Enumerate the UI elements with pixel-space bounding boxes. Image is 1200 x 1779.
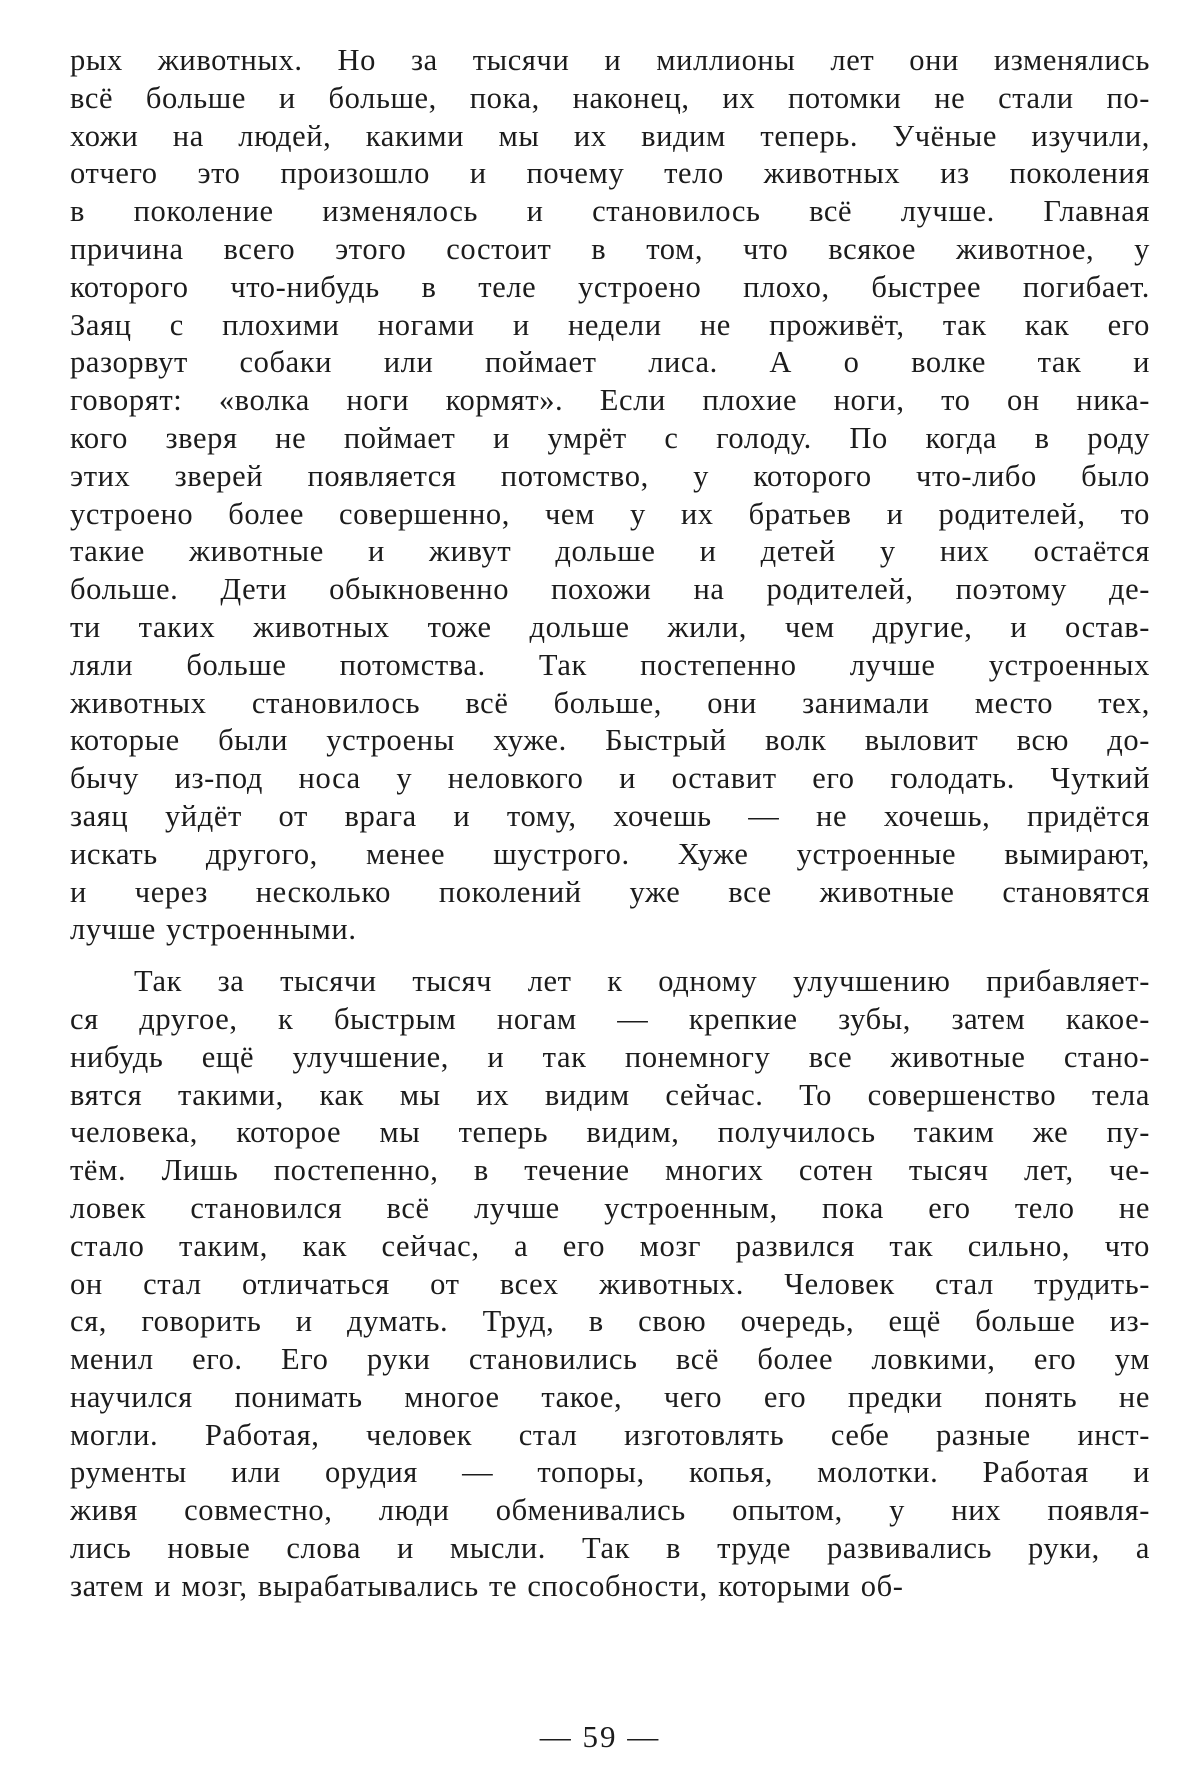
text-line: ляли больше потомства. Так постепенно лучше устроенных bbox=[70, 647, 1150, 682]
text-line: научился понимать многое такое, чего его предки понять не bbox=[70, 1379, 1150, 1414]
text-line: лись новые слова и мысли. Так в труде развивались руки, а bbox=[70, 1531, 1150, 1566]
text-line: искать другого, менее шустрого. Хуже устроенные вымирают, bbox=[70, 836, 1150, 871]
text-line: устроено более совершенно, чем у их братьев и родителей, то bbox=[70, 496, 1150, 531]
paragraph-1 bbox=[70, 42, 1150, 949]
text-line: в поколение изменялось и становилось всё лучше. Главная bbox=[70, 194, 1150, 229]
text-line: ти таких животных тоже дольше жили, чем другие, и остав- bbox=[70, 609, 1150, 644]
text-line: причина всего этого состоит в том, что всякое животное, у bbox=[70, 231, 1150, 266]
page-body bbox=[70, 42, 1150, 1606]
text-line: затем и мозг, вырабатывались те способности, которыми об- bbox=[70, 1568, 904, 1603]
text-line: он стал отличаться от всех животных. Человек стал трудить- bbox=[70, 1266, 1150, 1301]
text-line: этих зверей появляется потомство, у которого что-либо было bbox=[70, 458, 1150, 493]
text-line: которого что-нибудь в теле устроено плохо, быстрее погибает. bbox=[70, 269, 1150, 304]
text-line: могли. Работая, человек стал изготовлять себе разные инст- bbox=[70, 1417, 1150, 1452]
text-line: Заяц с плохими ногами и недели не проживёт, так как его bbox=[70, 307, 1150, 342]
text-line: отчего это произошло и почему тело животных из поколения bbox=[70, 156, 1150, 191]
text-line: разорвут собаки или поймает лиса. А о волке так и bbox=[70, 345, 1150, 380]
text-line: стало таким, как сейчас, а его мозг развился так сильно, что bbox=[70, 1228, 1150, 1263]
text-line: менил его. Его руки становились всё более ловкими, его ум bbox=[70, 1342, 1150, 1377]
text-line: человека, которое мы теперь видим, получилось таким же пу- bbox=[70, 1115, 1150, 1150]
text-line: Так за тысячи тысяч лет к одному улучшению прибавляет- bbox=[134, 964, 1150, 999]
text-line: нибудь ещё улучшение, и так понемногу все животные стано- bbox=[70, 1039, 1150, 1074]
text-line: бычу из-под носа у неловкого и оставит его голодать. Чуткий bbox=[70, 761, 1150, 796]
text-line: рых животных. Но за тысячи и миллионы лет они изменялись bbox=[70, 43, 1150, 77]
text-line: рументы или орудия — топоры, копья, молотки. Работая и bbox=[70, 1455, 1150, 1490]
text-line: заяц уйдёт от врага и тому, хочешь — не хочешь, придётся bbox=[70, 798, 1150, 833]
text-line: животных становилось всё больше, они занимали место тех, bbox=[70, 685, 1150, 720]
text-line: больше. Дети обыкновенно похожи на родителей, поэтому де- bbox=[70, 572, 1150, 607]
page-number: — 59 — bbox=[539, 1719, 661, 1754]
text-line: которые были устроены хуже. Быстрый волк выловит всю до- bbox=[70, 723, 1150, 758]
text-line: вятся такими, как мы их видим сейчас. То совершенство тела bbox=[70, 1077, 1150, 1112]
text-line: такие животные и живут дольше и детей у них остаётся bbox=[70, 534, 1150, 569]
text-line: ся, говорить и думать. Труд, в свою очередь, ещё больше из- bbox=[70, 1304, 1150, 1339]
text-line: кого зверя не поймает и умрёт с голоду. По когда в роду bbox=[70, 420, 1150, 455]
text-line: всё больше и больше, пока, наконец, их потомки не стали по- bbox=[70, 80, 1150, 115]
text-line: ловек становился всё лучше устроенным, пока его тело не bbox=[70, 1190, 1150, 1225]
text-line: хожи на людей, какими мы их видим теперь. Учёные изучили, bbox=[70, 118, 1150, 153]
paragraph-2 bbox=[70, 963, 1150, 1606]
text-line: и через несколько поколений уже все животные становятся bbox=[70, 874, 1150, 909]
text-line: живя совместно, люди обменивались опытом, у них появля- bbox=[70, 1493, 1150, 1528]
text-line: говорят: «волка ноги кормят». Если плохие ноги, то он ника- bbox=[70, 383, 1150, 418]
text-line: тём. Лишь постепенно, в течение многих сотен тысяч лет, че- bbox=[70, 1153, 1150, 1188]
text-line: ся другое, к быстрым ногам — крепкие зубы, затем какое- bbox=[70, 1001, 1150, 1036]
text-line: лучше устроенными. bbox=[70, 912, 357, 947]
